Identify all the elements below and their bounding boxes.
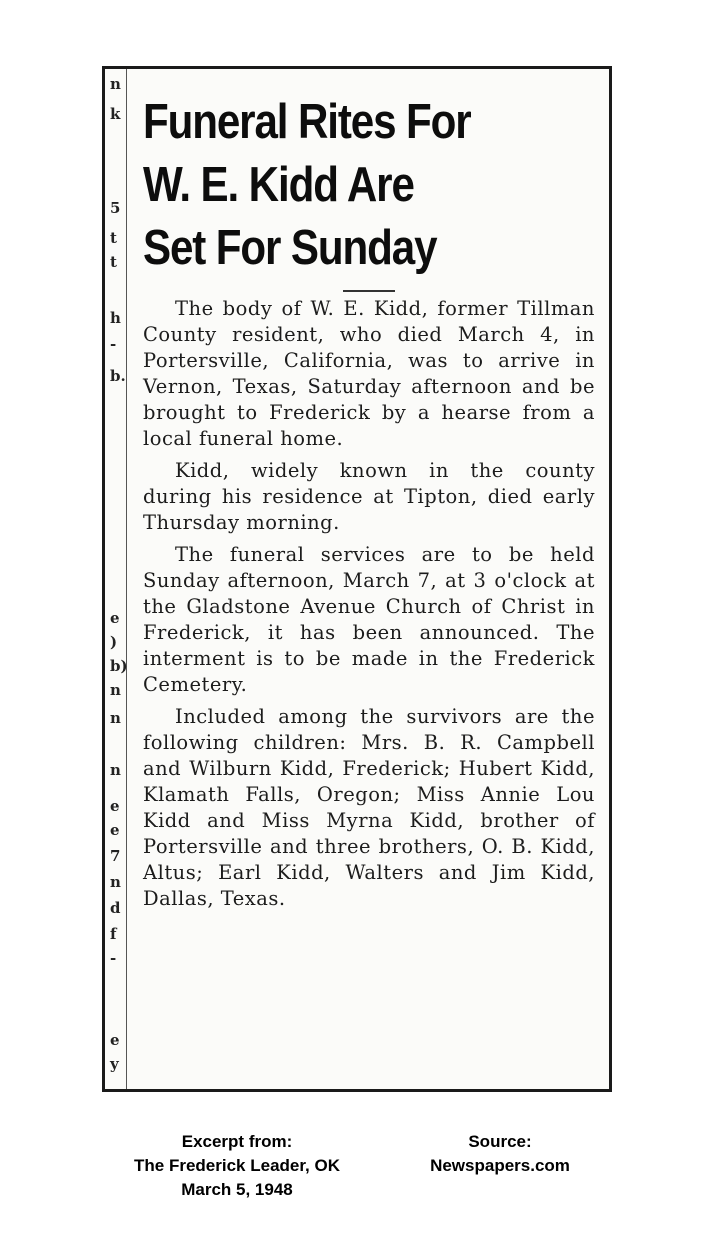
gutter-mark: t: [110, 229, 117, 247]
caption-line: Newspapers.com: [430, 1156, 570, 1175]
gutter-mark: f: [110, 925, 117, 943]
gutter-mark: n: [110, 681, 121, 699]
article: [143, 91, 595, 918]
gutter-mark: n: [110, 873, 121, 891]
caption-line: March 5, 1948: [181, 1180, 293, 1199]
headline-line: Funeral Rites For: [143, 95, 471, 149]
article-paragraph: Kidd, widely known in the county during his residence at Tipton, died early Thursday morning.: [143, 459, 595, 534]
gutter-mark: n: [110, 75, 121, 93]
gutter-mark: y: [110, 1055, 119, 1073]
gutter-mark: ): [110, 633, 118, 651]
headline-line: Set For Sunday: [143, 221, 437, 275]
article-body: [143, 296, 595, 912]
gutter-mark: 5: [110, 199, 121, 217]
article-paragraph: The body of W. E. Kidd, former Tillman County resident, who died March 4, in Portersville, California, was to arrive in Vernon, Texas, Saturday afternoon and be brought to Frederick by a hearse from a local funeral home.: [143, 297, 595, 450]
gutter-mark: d: [110, 899, 121, 917]
gutter-mark: 7: [110, 847, 121, 865]
article-paragraph: The funeral services are to be held Sunday afternoon, March 7, at 3 o'clock at the Gladstone Avenue Church of Christ in Frederick, it has been announced. The interment is to be made in the Frederick Cemetery.: [143, 543, 595, 696]
caption-line: The Frederick Leader, OK: [134, 1156, 340, 1175]
gutter-mark: n: [110, 709, 121, 727]
excerpt-caption: [112, 1130, 362, 1202]
article-paragraph: Included among the survivors are the following children: Mrs. B. R. Campbell and Wilburn Kidd, Frederick; Hubert Kidd, Klamath Falls, Oregon; Miss Annie Lou Kidd and Miss Myrna Kidd, brother of Portersville and three brothers, O. B. Kidd, Altus; Earl Kidd, Walters and Jim Kidd, Dallas, Texas.: [143, 705, 595, 910]
headline-line: W. E. Kidd Are: [143, 158, 414, 212]
gutter-mark: e: [110, 1031, 120, 1049]
gutter-mark: t: [110, 253, 117, 271]
gutter-mark: e: [110, 609, 120, 627]
gutter-mark: b): [110, 657, 128, 675]
gutter-mark: -: [110, 949, 117, 967]
caption-line: Excerpt from:: [181, 1132, 293, 1151]
newspaper-clipping: [102, 66, 612, 1092]
caption-line: Source:: [468, 1132, 532, 1151]
gutter-mark: n: [110, 761, 121, 779]
gutter-mark: e: [110, 821, 120, 839]
gutter-mark: h: [110, 309, 121, 327]
gutter-mark: e: [110, 797, 120, 815]
headline: [143, 91, 590, 280]
gutter-mark: k: [110, 105, 121, 123]
gutter-mark: -: [110, 335, 117, 353]
headline-divider: [343, 290, 395, 292]
adjacent-column-fragments: [105, 69, 127, 1089]
gutter-mark: b.: [110, 367, 126, 385]
source-caption: [410, 1130, 590, 1178]
